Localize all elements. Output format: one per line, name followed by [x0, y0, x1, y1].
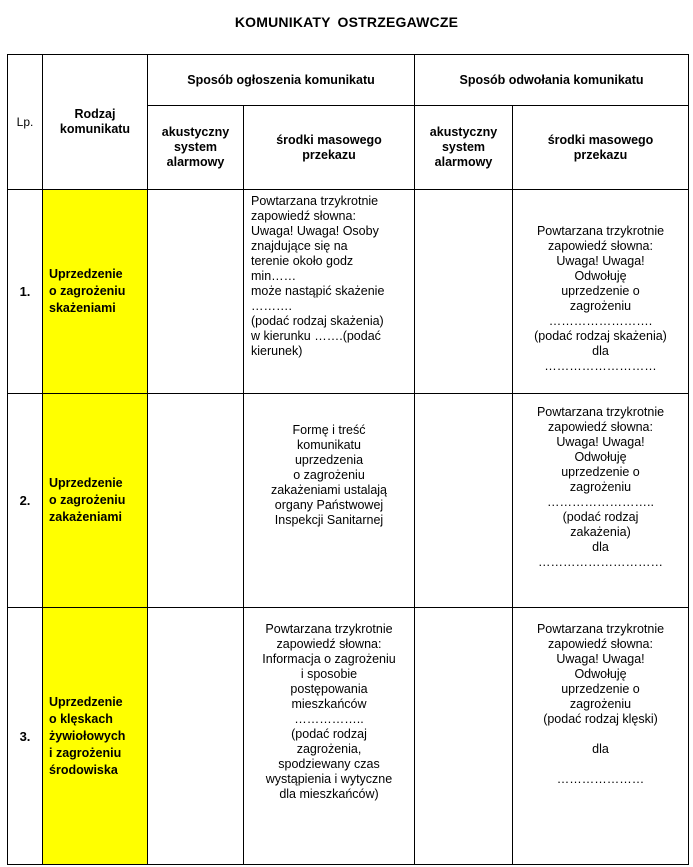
header-line: przekazu — [573, 147, 628, 162]
row-type-line: skażeniami — [49, 301, 116, 315]
announce-acoustic-cell — [148, 190, 244, 394]
cell-line: uprzedzenie o — [561, 682, 640, 696]
row-type-line: i zagrożeniu — [49, 745, 122, 760]
cell-line: o zagrożeniu — [293, 468, 365, 482]
row-type — [43, 394, 148, 608]
cell-line: zapowiedź słowna: — [276, 637, 382, 651]
row-type-line: żywiołowych — [49, 728, 126, 743]
row-number: 3. — [8, 608, 43, 865]
cell-line: zakażeniami ustalają — [270, 483, 388, 497]
cell-line: zagrożeniu — [569, 697, 632, 711]
row-type — [43, 190, 148, 394]
header-announce-acoustic — [148, 106, 244, 190]
cell-line: znajdujące się na — [251, 239, 348, 253]
row-number: 2. — [8, 394, 43, 608]
cell-line: ………. — [251, 299, 292, 313]
cell-line: i sposobie — [300, 667, 358, 681]
cell-line: Odwołuję — [574, 269, 627, 283]
cell-line: organy Państwowej — [274, 498, 384, 512]
cell-line: (podać rodzaj skażenia) — [251, 314, 384, 328]
header-revoke: Sposób odwołania komunikatu — [415, 55, 689, 106]
cell-line — [513, 757, 688, 772]
row-type-line: Uprzedzenie — [49, 476, 123, 490]
cell-line: zapowiedź słowna: — [548, 420, 653, 434]
warning-messages-table — [7, 54, 689, 865]
header-line: przekazu — [302, 147, 356, 162]
cell-line: zagrożeniu — [569, 480, 632, 494]
revoke-media-cell — [513, 394, 689, 608]
cell-line: postępowania — [290, 682, 368, 696]
cell-line: Inspekcji Sanitarnej — [274, 513, 384, 527]
header-line: środki masowego — [276, 132, 382, 147]
cell-line: dla mieszkańców) — [279, 787, 379, 801]
row-type-line: o zagrożeniu — [49, 284, 126, 298]
announce-acoustic-cell — [148, 608, 244, 865]
cell-line: dla — [592, 540, 609, 554]
cell-line: zakażenia) — [570, 525, 631, 539]
cell-line: wystąpienia i wytyczne — [265, 772, 393, 786]
cell-line: kierunek) — [251, 344, 303, 358]
cell-line: uprzedzenia — [294, 453, 364, 467]
cell-line: zagrożenia, — [296, 742, 362, 756]
header-line: system — [441, 140, 486, 154]
revoke-acoustic-cell — [415, 394, 513, 608]
announce-media-cell — [244, 394, 415, 608]
cell-line: zapowiedź słowna: — [251, 209, 356, 223]
header-line: alarmowy — [166, 155, 225, 169]
cell-line: ……………………. — [548, 314, 653, 328]
row-type-line: o zagrożeniu — [49, 493, 126, 507]
header-announce-media — [244, 106, 415, 190]
cell-line: Powtarzana trzykrotnie — [251, 194, 379, 208]
cell-line: Odwołuję — [574, 450, 627, 464]
row-type-line: Uprzedzenie — [49, 694, 123, 709]
header-line: alarmowy — [434, 155, 493, 169]
cell-line: dla — [592, 742, 609, 756]
row-type-line: środowiska — [49, 762, 118, 777]
announce-acoustic-cell — [148, 394, 244, 608]
cell-line: zapowiedź słowna: — [548, 239, 653, 253]
cell-line: komunikatu — [297, 438, 361, 452]
header-line: system — [173, 140, 218, 154]
cell-line: (podać rodzaj — [562, 510, 639, 524]
row-type — [43, 608, 148, 865]
cell-line: Informacja o zagrożeniu — [262, 652, 396, 666]
cell-line — [513, 727, 688, 742]
cell-line: ……………………… — [544, 359, 657, 373]
cell-line: (podać rodzaj klęski) — [543, 712, 658, 726]
cell-line: Uwaga! Uwaga! — [556, 254, 645, 268]
header-line: akustyczny — [429, 125, 498, 139]
header-row-top — [8, 55, 689, 106]
revoke-acoustic-cell — [415, 608, 513, 865]
cell-line: Powtarzana trzykrotnie — [536, 622, 665, 636]
cell-line: Formę i treść — [292, 423, 366, 437]
cell-line: Powtarzana trzykrotnie — [265, 622, 393, 636]
cell-line: terenie około godz — [251, 254, 354, 268]
cell-line: Uwaga! Uwaga! Osoby — [251, 224, 379, 238]
revoke-media-cell — [513, 190, 689, 394]
cell-line: Powtarzana trzykrotnie — [536, 224, 665, 238]
header-revoke-acoustic — [415, 106, 513, 190]
row-type-line: o klęskach — [49, 711, 113, 726]
cell-line: (podać rodzaj — [291, 727, 367, 741]
row-number: 1. — [8, 190, 43, 394]
cell-line: Uwaga! Uwaga! — [556, 652, 645, 666]
table-row — [8, 608, 689, 865]
table-row — [8, 394, 689, 608]
header-announce: Sposób ogłoszenia komunikatu — [148, 55, 415, 106]
table-row — [8, 190, 689, 394]
header-line: akustyczny — [161, 125, 230, 139]
cell-line: Uwaga! Uwaga! — [556, 435, 645, 449]
cell-line: zagrożeniu — [569, 299, 632, 313]
header-revoke-media — [513, 106, 689, 190]
cell-line: …………….. — [294, 712, 364, 726]
cell-line: może nastąpić skażenie — [251, 284, 385, 298]
header-type — [43, 55, 148, 190]
header-type-line: Rodzaj — [74, 107, 116, 121]
cell-line: ………………………… — [538, 555, 663, 569]
header-type-line: komunikatu — [59, 122, 131, 136]
cell-line: (podać rodzaj skażenia) — [534, 329, 667, 343]
row-type-line: zakażeniami — [49, 510, 122, 524]
cell-line: spodziewany czas — [278, 757, 380, 771]
cell-line: min…… — [251, 269, 297, 283]
cell-line: dla — [592, 344, 609, 358]
row-type-line: Uprzedzenie — [49, 267, 123, 281]
revoke-acoustic-cell — [415, 190, 513, 394]
announce-media-cell — [244, 608, 415, 865]
document-title: KOMUNIKATY OSTRZEGAWCZE — [234, 14, 459, 30]
cell-line: uprzedzenie o — [561, 465, 640, 479]
header-lp: Lp. — [8, 55, 43, 190]
cell-line: w kierunku …….(podać — [251, 329, 381, 343]
revoke-media-cell — [513, 608, 689, 865]
cell-line: Odwołuję — [574, 667, 627, 681]
cell-line: uprzedzenie o — [561, 284, 640, 298]
announce-media-cell — [244, 190, 415, 394]
cell-line: zapowiedź słowna: — [548, 637, 653, 651]
cell-line: mieszkańców — [291, 697, 367, 711]
header-line: środki masowego — [547, 132, 654, 147]
cell-line: …………………….. — [547, 495, 654, 509]
cell-line: ………………… — [556, 772, 645, 786]
cell-line: Powtarzana trzykrotnie — [536, 405, 665, 419]
